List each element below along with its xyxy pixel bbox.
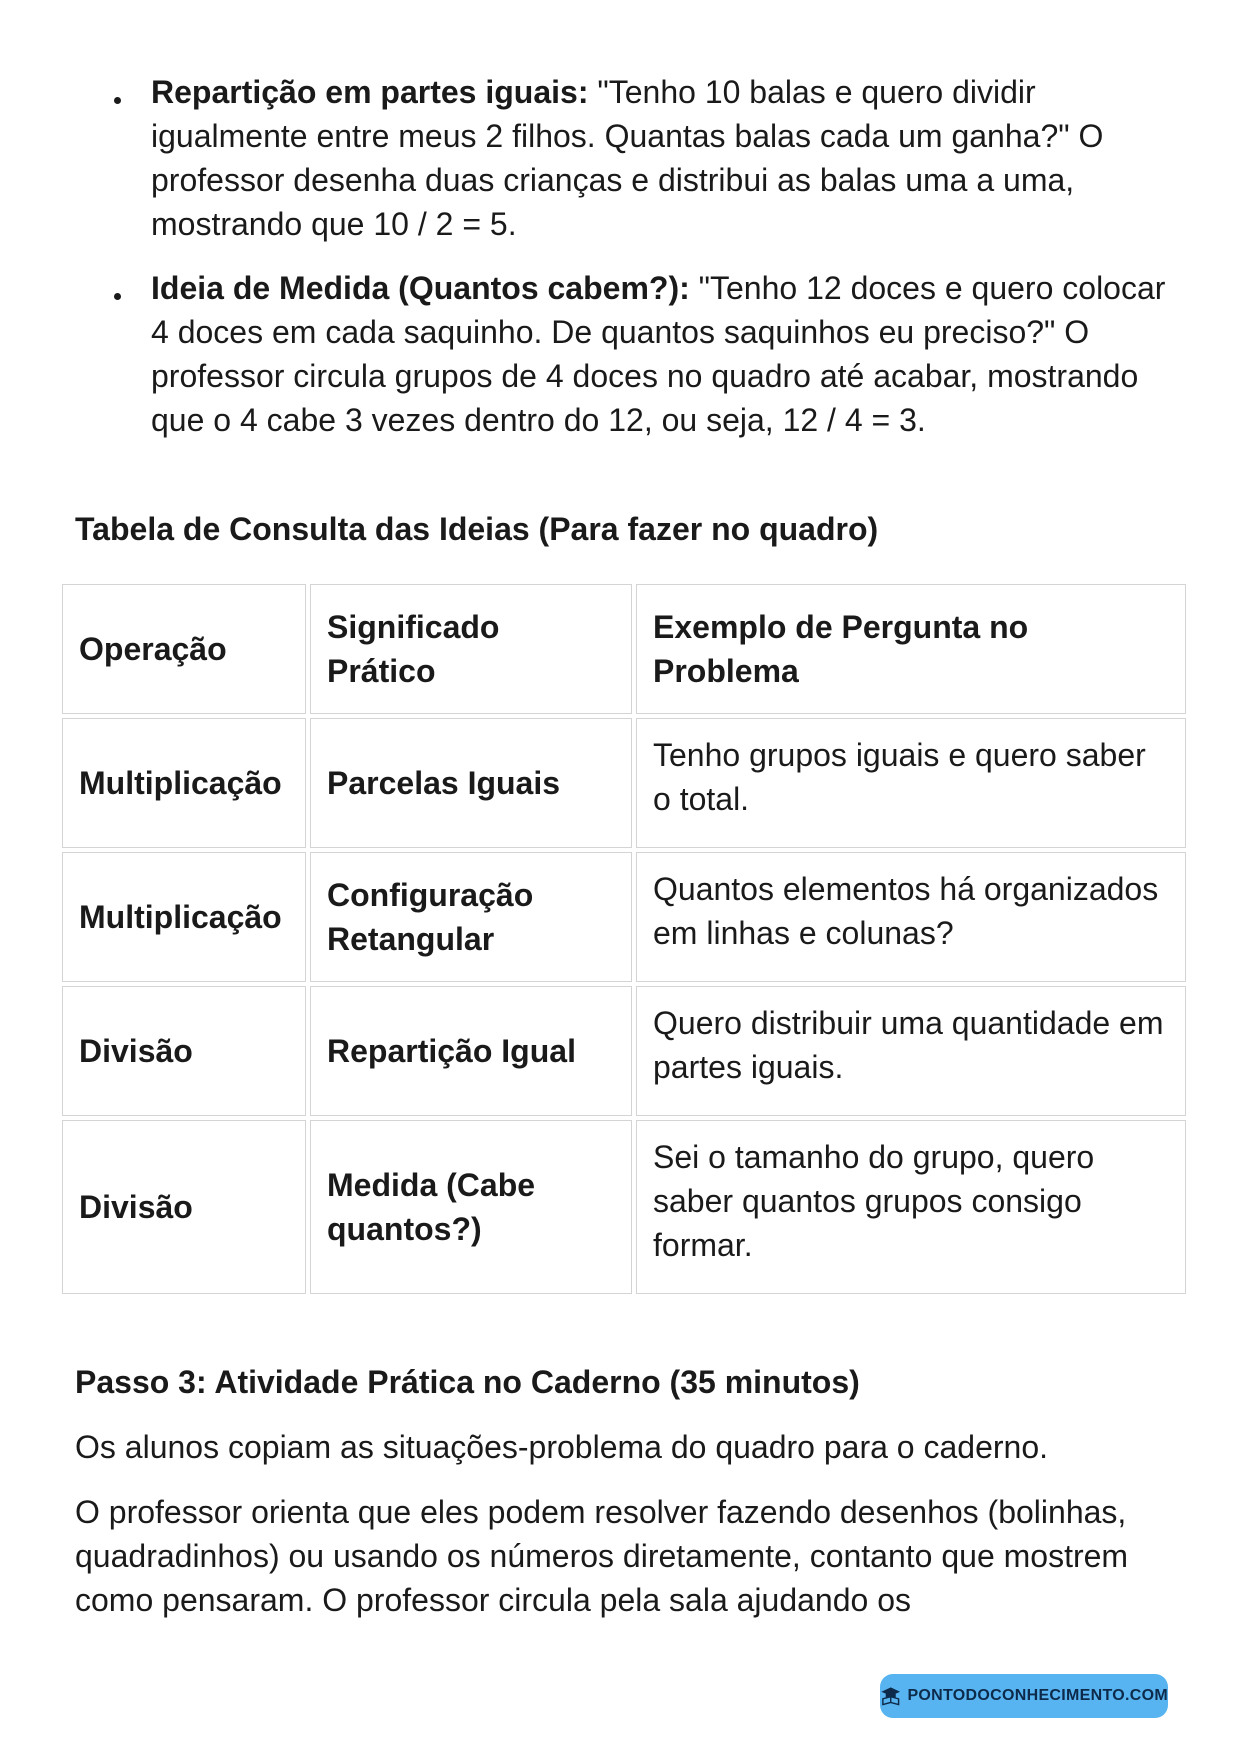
- cell-operation: Multiplicação: [62, 852, 306, 982]
- table-header-row: [62, 584, 1186, 714]
- bullet-text: "Tenho 10 balas e quero dividir igualmente entre meus 2 filhos. Quantas balas cada um ganha?" O professor desenha duas crianças e distribui as balas uma a uma, mostrando que 10 / 2 = 5.: [151, 74, 1104, 242]
- cell-example: Tenho grupos iguais e quero saber o total.: [636, 718, 1186, 848]
- header-exemplo: Exemplo de Pergunta no Problema: [636, 584, 1186, 714]
- cell-meaning: Parcelas Iguais: [310, 718, 632, 848]
- bullet-term: Repartição em partes iguais:: [151, 74, 589, 110]
- cell-meaning: Repartição Igual: [310, 986, 632, 1116]
- badge-text: PONTODOCONHECIMENTO.COM: [907, 1687, 1168, 1704]
- table-row: [62, 986, 1186, 1116]
- cell-operation: Multiplicação: [62, 718, 306, 848]
- table-row: [62, 1120, 1186, 1294]
- header-operacao: Operação: [62, 584, 306, 714]
- cell-meaning: Medida (Cabe quantos?): [310, 1120, 632, 1294]
- reference-table: [58, 580, 1190, 1298]
- table-row: [62, 718, 1186, 848]
- site-badge: [880, 1674, 1168, 1718]
- header-significado: Significado Prático: [310, 584, 632, 714]
- cell-example: Quero distribuir uma quantidade em partes iguais.: [636, 986, 1186, 1116]
- cell-operation: Divisão: [62, 986, 306, 1116]
- bullet-item: [110, 70, 1170, 246]
- graduate-book-icon: [880, 1682, 901, 1710]
- step3-paragraph: O professor orienta que eles podem resolver fazendo desenhos (bolinhas, quadradinhos) ou usando os números diretamente, contanto que mostrem como pensaram. O professor circula pela sala ajudando os: [75, 1494, 1129, 1618]
- cell-meaning: Configuração Retangular: [310, 852, 632, 982]
- bullet-list: [110, 70, 1170, 462]
- bullet-text: "Tenho 12 doces e quero colocar 4 doces em cada saquinho. De quantos saquinhos eu preciso?" O professor circula grupos de 4 doces no quadro até acabar, mostrando que o 4 cabe 3 vezes dentro do 12, ou seja, 12 / 4 = 3.: [151, 270, 1166, 438]
- step3-paragraph: Os alunos copiam as situações-problema do quadro para o caderno.: [75, 1429, 1049, 1465]
- table-row: [62, 852, 1186, 982]
- table-title: Tabela de Consulta das Ideias (Para fazer no quadro): [75, 511, 879, 547]
- cell-example: Sei o tamanho do grupo, quero saber quantos grupos consigo formar.: [636, 1120, 1186, 1294]
- cell-operation: Divisão: [62, 1120, 306, 1294]
- cell-example: Quantos elementos há organizados em linhas e colunas?: [636, 852, 1186, 982]
- bullet-term: Ideia de Medida (Quantos cabem?):: [151, 270, 690, 306]
- bullet-item: [110, 266, 1170, 442]
- step3-heading: Passo 3: Atividade Prática no Caderno (35 minutos): [75, 1364, 860, 1400]
